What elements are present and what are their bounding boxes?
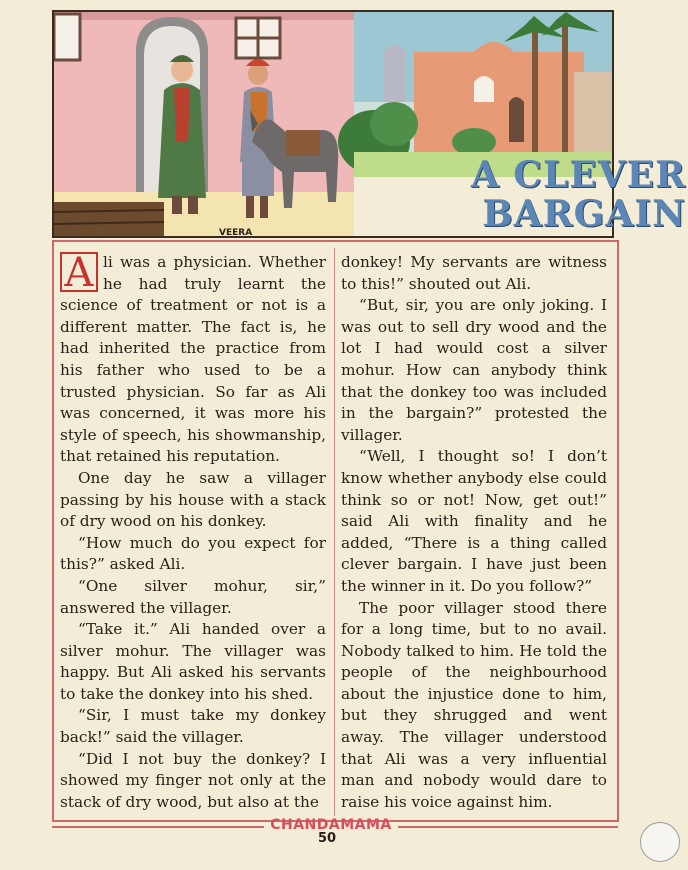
story-paragraph: “How much do you expect for this?” asked Ali. [60, 533, 326, 574]
column-divider [334, 248, 335, 816]
story-paragraph: “Well, I thought so! I don’t know whether anybody else could think so or not! Now, get out!” said Ali with finality and he added, “There is a thing called clever bargain. I have just been the winner in it. Do you follow?” [341, 447, 607, 595]
story-column-right [341, 252, 607, 813]
library-seal-icon [640, 822, 680, 862]
footer-rule-left [52, 826, 264, 828]
story-title-line2: BARGAIN [482, 193, 686, 235]
story-title-line1: A CLEVER [470, 154, 686, 196]
story-paragraph: “One silver mohur, sir,” answered the villager. [60, 576, 326, 617]
story-paragraph: “Take it.” Ali handed over a silver mohur. The villager was happy. But Ali asked his servants to take the donkey into his shed. [60, 620, 326, 703]
story-paragraph: One day he saw a villager passing by his house with a stack of dry wood on his donkey. [60, 468, 326, 531]
artist-signature: VEERA [219, 228, 253, 238]
story-paragraph: “Sir, I must take my donkey back!” said the villager. [60, 706, 326, 747]
story-paragraph: The poor villager stood there for a long time, but to no avail. Nobody talked to him. He told the people of the neighbourhood about the injustice done to him, but they shrugged and went away. The villager understood that Ali was a very influential man and nobody would dare to raise his voice against him. [341, 598, 607, 811]
story-paragraph: “But, sir, you are only joking. I was out to sell dry wood and the lot I had would cost a silver mohur. How can anybody think that the donkey too was included in the bargain?” protested the villager. [341, 296, 607, 444]
page-number: 50 [318, 831, 337, 846]
story-paragraph: “Did I not buy the donkey? I showed my finger not only at the stack of dry wood, but also at the [60, 749, 326, 811]
story-column-left [60, 252, 326, 813]
magazine-brand: CHANDAMAMA [270, 817, 392, 833]
story-paragraph: donkey! My servants are witness to this!” shouted out Ali. [341, 253, 607, 293]
footer-rule-right [398, 826, 618, 828]
dropcap-letter: A [60, 252, 98, 292]
story-paragraph: A li was a physician. Whether he had truly learnt the science of treatment or not is a different matter. The fact is, he had inherited the practice from his father who used to be a trusted physician. So far as Ali was concerned, it was more his style of speech, his showmanship, that retained his reputation. [60, 250, 326, 466]
